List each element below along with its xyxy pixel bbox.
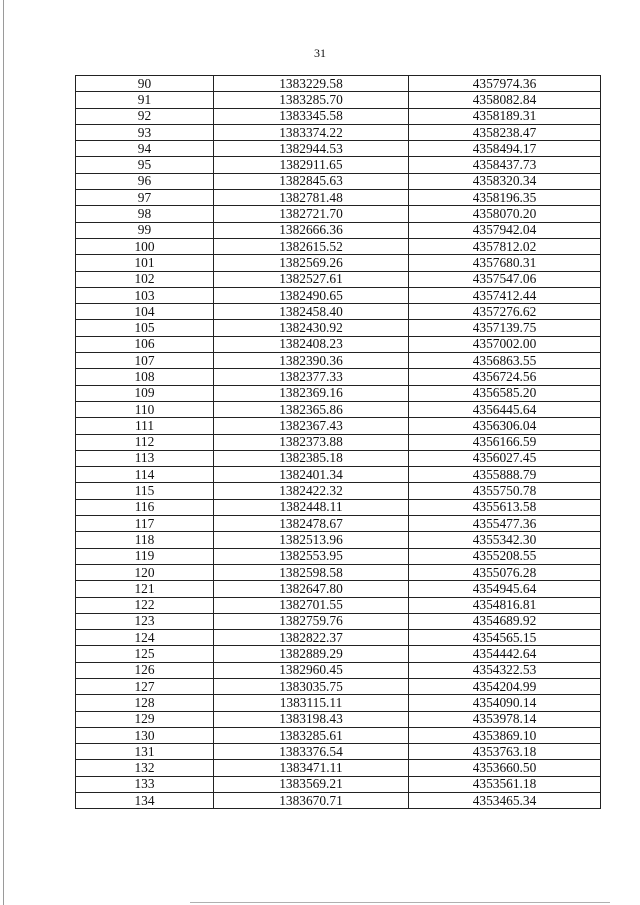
coordinates-table xyxy=(75,75,601,809)
y-coordinate-cell: 4356585.20 xyxy=(409,385,601,401)
point-number-cell: 96 xyxy=(76,173,214,189)
table-row xyxy=(76,467,601,483)
point-number-cell: 104 xyxy=(76,304,214,320)
table-row xyxy=(76,320,601,336)
x-coordinate-cell: 1382569.26 xyxy=(214,255,409,271)
x-coordinate-cell: 1382385.18 xyxy=(214,450,409,466)
x-coordinate-cell: 1383345.58 xyxy=(214,108,409,124)
point-number-cell: 110 xyxy=(76,401,214,417)
x-coordinate-cell: 1382960.45 xyxy=(214,662,409,678)
point-number-cell: 112 xyxy=(76,434,214,450)
table-row xyxy=(76,548,601,564)
y-coordinate-cell: 4354204.99 xyxy=(409,678,601,694)
x-coordinate-cell: 1382759.76 xyxy=(214,613,409,629)
table-row xyxy=(76,499,601,515)
y-coordinate-cell: 4354565.15 xyxy=(409,630,601,646)
point-number-cell: 94 xyxy=(76,141,214,157)
point-number-cell: 105 xyxy=(76,320,214,336)
page-edge-bottom xyxy=(190,902,610,903)
y-coordinate-cell: 4358437.73 xyxy=(409,157,601,173)
table-row xyxy=(76,662,601,678)
x-coordinate-cell: 1383569.21 xyxy=(214,776,409,792)
table-row xyxy=(76,744,601,760)
table-row xyxy=(76,76,601,92)
y-coordinate-cell: 4355888.79 xyxy=(409,467,601,483)
y-coordinate-cell: 4356724.56 xyxy=(409,369,601,385)
y-coordinate-cell: 4357680.31 xyxy=(409,255,601,271)
point-number-cell: 133 xyxy=(76,776,214,792)
x-coordinate-cell: 1382944.53 xyxy=(214,141,409,157)
x-coordinate-cell: 1382845.63 xyxy=(214,173,409,189)
y-coordinate-cell: 4358238.47 xyxy=(409,124,601,140)
x-coordinate-cell: 1382430.92 xyxy=(214,320,409,336)
point-number-cell: 122 xyxy=(76,597,214,613)
point-number-cell: 115 xyxy=(76,483,214,499)
table-row xyxy=(76,108,601,124)
y-coordinate-cell: 4353869.10 xyxy=(409,727,601,743)
point-number-cell: 114 xyxy=(76,467,214,483)
point-number-cell: 121 xyxy=(76,581,214,597)
x-coordinate-cell: 1382527.61 xyxy=(214,271,409,287)
point-number-cell: 101 xyxy=(76,255,214,271)
y-coordinate-cell: 4357812.02 xyxy=(409,238,601,254)
table-row xyxy=(76,646,601,662)
point-number-cell: 119 xyxy=(76,548,214,564)
table-row xyxy=(76,532,601,548)
x-coordinate-cell: 1382647.80 xyxy=(214,581,409,597)
point-number-cell: 129 xyxy=(76,711,214,727)
point-number-cell: 131 xyxy=(76,744,214,760)
y-coordinate-cell: 4358082.84 xyxy=(409,92,601,108)
point-number-cell: 106 xyxy=(76,336,214,352)
x-coordinate-cell: 1382369.16 xyxy=(214,385,409,401)
table-row xyxy=(76,418,601,434)
y-coordinate-cell: 4353978.14 xyxy=(409,711,601,727)
table-row xyxy=(76,353,601,369)
x-coordinate-cell: 1382822.37 xyxy=(214,630,409,646)
point-number-cell: 90 xyxy=(76,76,214,92)
point-number-cell: 103 xyxy=(76,287,214,303)
table-row xyxy=(76,369,601,385)
table-row xyxy=(76,385,601,401)
table-row xyxy=(76,271,601,287)
point-number-cell: 117 xyxy=(76,516,214,532)
table-row xyxy=(76,434,601,450)
point-number-cell: 111 xyxy=(76,418,214,434)
x-coordinate-cell: 1383198.43 xyxy=(214,711,409,727)
y-coordinate-cell: 4357547.06 xyxy=(409,271,601,287)
table-row xyxy=(76,695,601,711)
y-coordinate-cell: 4354442.64 xyxy=(409,646,601,662)
y-coordinate-cell: 4358189.31 xyxy=(409,108,601,124)
y-coordinate-cell: 4354945.64 xyxy=(409,581,601,597)
table-row xyxy=(76,776,601,792)
y-coordinate-cell: 4355076.28 xyxy=(409,564,601,580)
y-coordinate-cell: 4354689.92 xyxy=(409,613,601,629)
table-row xyxy=(76,401,601,417)
x-coordinate-cell: 1383285.61 xyxy=(214,727,409,743)
table-row xyxy=(76,287,601,303)
point-number-cell: 130 xyxy=(76,727,214,743)
point-number-cell: 109 xyxy=(76,385,214,401)
table-row xyxy=(76,190,601,206)
table-row xyxy=(76,157,601,173)
x-coordinate-cell: 1383374.22 xyxy=(214,124,409,140)
table-row xyxy=(76,564,601,580)
x-coordinate-cell: 1382401.34 xyxy=(214,467,409,483)
x-coordinate-cell: 1382615.52 xyxy=(214,238,409,254)
y-coordinate-cell: 4356445.64 xyxy=(409,401,601,417)
x-coordinate-cell: 1382490.65 xyxy=(214,287,409,303)
table-row xyxy=(76,255,601,271)
point-number-cell: 92 xyxy=(76,108,214,124)
point-number-cell: 127 xyxy=(76,678,214,694)
y-coordinate-cell: 4354322.53 xyxy=(409,662,601,678)
x-coordinate-cell: 1382458.40 xyxy=(214,304,409,320)
table-row xyxy=(76,206,601,222)
point-number-cell: 134 xyxy=(76,793,214,809)
point-number-cell: 91 xyxy=(76,92,214,108)
point-number-cell: 123 xyxy=(76,613,214,629)
x-coordinate-cell: 1382701.55 xyxy=(214,597,409,613)
y-coordinate-cell: 4354090.14 xyxy=(409,695,601,711)
y-coordinate-cell: 4353561.18 xyxy=(409,776,601,792)
y-coordinate-cell: 4357139.75 xyxy=(409,320,601,336)
table-row xyxy=(76,336,601,352)
x-coordinate-cell: 1382377.33 xyxy=(214,369,409,385)
table-row xyxy=(76,92,601,108)
table-row xyxy=(76,630,601,646)
y-coordinate-cell: 4355750.78 xyxy=(409,483,601,499)
x-coordinate-cell: 1383670.71 xyxy=(214,793,409,809)
x-coordinate-cell: 1382553.95 xyxy=(214,548,409,564)
x-coordinate-cell: 1382781.48 xyxy=(214,190,409,206)
x-coordinate-cell: 1382513.96 xyxy=(214,532,409,548)
coordinates-table-body xyxy=(76,76,601,809)
x-coordinate-cell: 1382365.86 xyxy=(214,401,409,417)
x-coordinate-cell: 1382889.29 xyxy=(214,646,409,662)
table-row xyxy=(76,141,601,157)
point-number-cell: 97 xyxy=(76,190,214,206)
y-coordinate-cell: 4358196.35 xyxy=(409,190,601,206)
y-coordinate-cell: 4356027.45 xyxy=(409,450,601,466)
point-number-cell: 132 xyxy=(76,760,214,776)
x-coordinate-cell: 1383229.58 xyxy=(214,76,409,92)
page-number: 31 xyxy=(314,46,326,60)
y-coordinate-cell: 4356863.55 xyxy=(409,353,601,369)
point-number-cell: 128 xyxy=(76,695,214,711)
point-number-cell: 95 xyxy=(76,157,214,173)
y-coordinate-cell: 4357974.36 xyxy=(409,76,601,92)
y-coordinate-cell: 4353660.50 xyxy=(409,760,601,776)
point-number-cell: 118 xyxy=(76,532,214,548)
point-number-cell: 99 xyxy=(76,222,214,238)
table-row xyxy=(76,304,601,320)
y-coordinate-cell: 4356306.04 xyxy=(409,418,601,434)
y-coordinate-cell: 4353763.18 xyxy=(409,744,601,760)
y-coordinate-cell: 4357942.04 xyxy=(409,222,601,238)
table-row xyxy=(76,173,601,189)
table-row xyxy=(76,613,601,629)
x-coordinate-cell: 1382373.88 xyxy=(214,434,409,450)
y-coordinate-cell: 4357276.62 xyxy=(409,304,601,320)
y-coordinate-cell: 4355342.30 xyxy=(409,532,601,548)
x-coordinate-cell: 1382390.36 xyxy=(214,353,409,369)
point-number-cell: 100 xyxy=(76,238,214,254)
x-coordinate-cell: 1382367.43 xyxy=(214,418,409,434)
x-coordinate-cell: 1382911.65 xyxy=(214,157,409,173)
y-coordinate-cell: 4355208.55 xyxy=(409,548,601,564)
x-coordinate-cell: 1382666.36 xyxy=(214,222,409,238)
table-row xyxy=(76,760,601,776)
x-coordinate-cell: 1383115.11 xyxy=(214,695,409,711)
table-row xyxy=(76,711,601,727)
table-row xyxy=(76,222,601,238)
point-number-cell: 124 xyxy=(76,630,214,646)
table-row xyxy=(76,793,601,809)
table-row xyxy=(76,124,601,140)
point-number-cell: 113 xyxy=(76,450,214,466)
point-number-cell: 120 xyxy=(76,564,214,580)
point-number-cell: 126 xyxy=(76,662,214,678)
x-coordinate-cell: 1382408.23 xyxy=(214,336,409,352)
table-row xyxy=(76,483,601,499)
table-row xyxy=(76,678,601,694)
y-coordinate-cell: 4358070.20 xyxy=(409,206,601,222)
point-number-cell: 107 xyxy=(76,353,214,369)
x-coordinate-cell: 1382448.11 xyxy=(214,499,409,515)
point-number-cell: 116 xyxy=(76,499,214,515)
point-number-cell: 98 xyxy=(76,206,214,222)
x-coordinate-cell: 1383471.11 xyxy=(214,760,409,776)
table-row xyxy=(76,581,601,597)
x-coordinate-cell: 1383035.75 xyxy=(214,678,409,694)
point-number-cell: 108 xyxy=(76,369,214,385)
table-row xyxy=(76,727,601,743)
point-number-cell: 93 xyxy=(76,124,214,140)
y-coordinate-cell: 4357002.00 xyxy=(409,336,601,352)
table-row xyxy=(76,597,601,613)
y-coordinate-cell: 4358494.17 xyxy=(409,141,601,157)
table-row xyxy=(76,238,601,254)
y-coordinate-cell: 4357412.44 xyxy=(409,287,601,303)
x-coordinate-cell: 1382422.32 xyxy=(214,483,409,499)
x-coordinate-cell: 1382721.70 xyxy=(214,206,409,222)
table-row xyxy=(76,516,601,532)
page-edge-left xyxy=(3,0,4,905)
y-coordinate-cell: 4354816.81 xyxy=(409,597,601,613)
x-coordinate-cell: 1383376.54 xyxy=(214,744,409,760)
y-coordinate-cell: 4356166.59 xyxy=(409,434,601,450)
y-coordinate-cell: 4355613.58 xyxy=(409,499,601,515)
point-number-cell: 102 xyxy=(76,271,214,287)
point-number-cell: 125 xyxy=(76,646,214,662)
y-coordinate-cell: 4355477.36 xyxy=(409,516,601,532)
y-coordinate-cell: 4353465.34 xyxy=(409,793,601,809)
y-coordinate-cell: 4358320.34 xyxy=(409,173,601,189)
table-row xyxy=(76,450,601,466)
x-coordinate-cell: 1382478.67 xyxy=(214,516,409,532)
x-coordinate-cell: 1383285.70 xyxy=(214,92,409,108)
x-coordinate-cell: 1382598.58 xyxy=(214,564,409,580)
